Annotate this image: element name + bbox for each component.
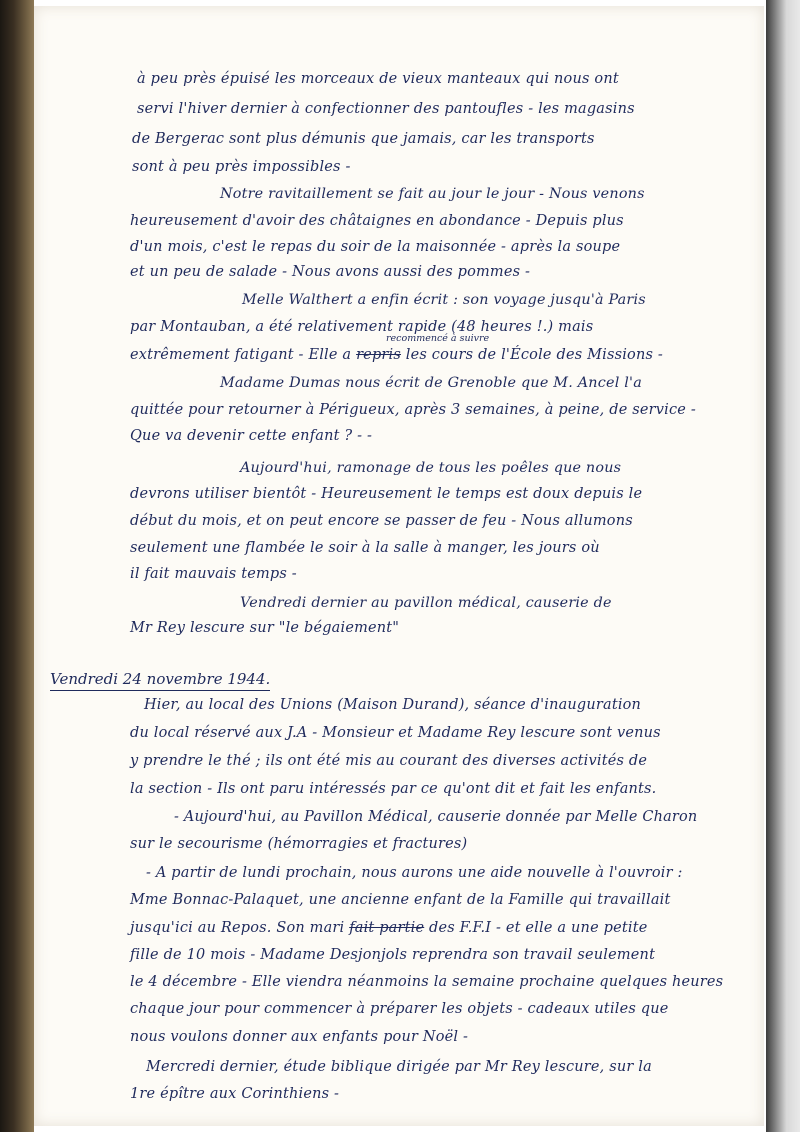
text-line: sont à peu près impossibles - <box>132 159 351 175</box>
text-line: seulement une flambée le soir à la salle à manger, les jours où <box>130 540 600 556</box>
text-segment: extrêmement fatigant - Elle a <box>130 347 352 363</box>
text-line: Mme Bonnac-Palaquet, une ancienne enfant de la Famille qui travaillait <box>130 892 671 908</box>
text-line: devrons utiliser bientôt - Heureusement le temps est doux depuis le <box>130 486 643 502</box>
text-line: y prendre le thé ; ils ont été mis au courant des diverses activités de <box>130 753 648 769</box>
text-line: chaque jour pour commencer à préparer les objets - cadeaux utiles que <box>130 1001 669 1017</box>
text-line: Vendredi dernier au pavillon médical, causerie de <box>240 595 612 611</box>
text-line: servi l'hiver dernier à confectionner des pantoufles - les magasins <box>137 101 635 117</box>
text-segment: les cours de l'École des Missions - <box>405 347 663 363</box>
text-line: début du mois, et on peut encore se passer de feu - Nous allumons <box>130 513 633 529</box>
text-line: 1re épître aux Corinthiens - <box>130 1086 340 1102</box>
text-line: il fait mauvais temps - <box>130 566 297 582</box>
text-line <box>34 919 764 937</box>
text-segment: des F.F.I - et elle a une petite <box>429 920 648 936</box>
text-line: nous voulons donner aux enfants pour Noël - <box>130 1029 469 1045</box>
interlinear-insertion: recommencé à suivre <box>386 333 490 344</box>
text-line: Mr Rey lescure sur "le bégaiement" <box>130 620 400 636</box>
text-line <box>34 346 764 364</box>
text-line: Que va devenir cette enfant ? - - <box>130 428 373 444</box>
text-line: Notre ravitaillement se fait au jour le jour - Nous venons <box>220 186 645 202</box>
text-line: de Bergerac sont plus démunis que jamais, car les transports <box>132 131 595 147</box>
text-line: quittée pour retourner à Périgueux, après 3 semaines, à peine, de service - <box>130 402 696 418</box>
book-binding-left <box>0 0 34 1132</box>
text-line: la section - Ils ont paru intéressés par ce qu'ont dit et fait les enfants. <box>130 781 657 797</box>
text-line: heureusement d'avoir des châtaignes en abondance - Depuis plus <box>130 213 624 229</box>
date-heading: Vendredi 24 novembre 1944. <box>50 670 270 691</box>
text-line: par Montauban, a été relativement rapide (48 heures !.) mais <box>130 319 594 335</box>
text-segment: jusqu'ici au Repos. Son mari <box>130 920 345 936</box>
handwritten-page <box>34 6 764 1126</box>
struck-phrase: fait partie <box>349 920 425 936</box>
text-line: sur le secourisme (hémorragies et fractures) <box>130 836 468 852</box>
text-line: à peu près épuisé les morceaux de vieux manteaux qui nous ont <box>137 71 619 87</box>
text-line: et un peu de salade - Nous avons aussi des pommes - <box>130 264 531 280</box>
text-line: fille de 10 mois - Madame Desjonjols reprendra son travail seulement <box>130 947 656 963</box>
text-line: - A partir de lundi prochain, nous aurons une aide nouvelle à l'ouvroir : <box>146 865 683 881</box>
text-line: du local réservé aux J.A - Monsieur et Madame Rey lescure sont venus <box>130 725 661 741</box>
text-line: d'un mois, c'est le repas du soir de la maisonnée - après la soupe <box>130 239 621 255</box>
text-line: Aujourd'hui, ramonage de tous les poêles que nous <box>240 460 622 476</box>
struck-word: repris <box>356 347 401 363</box>
text-line: Melle Walthert a enfin écrit : son voyage jusqu'à Paris <box>242 292 646 308</box>
text-line: le 4 décembre - Elle viendra néanmoins la semaine prochaine quelques heures <box>130 974 724 990</box>
book-binding-right <box>766 0 800 1132</box>
text-line: Mercredi dernier, étude biblique dirigée par Mr Rey lescure, sur la <box>146 1059 652 1075</box>
text-line: Hier, au local des Unions (Maison Durand), séance d'inauguration <box>144 697 642 713</box>
text-line: Madame Dumas nous écrit de Grenoble que M. Ancel l'a <box>220 375 642 391</box>
text-line: - Aujourd'hui, au Pavillon Médical, causerie donnée par Melle Charon <box>174 809 698 825</box>
